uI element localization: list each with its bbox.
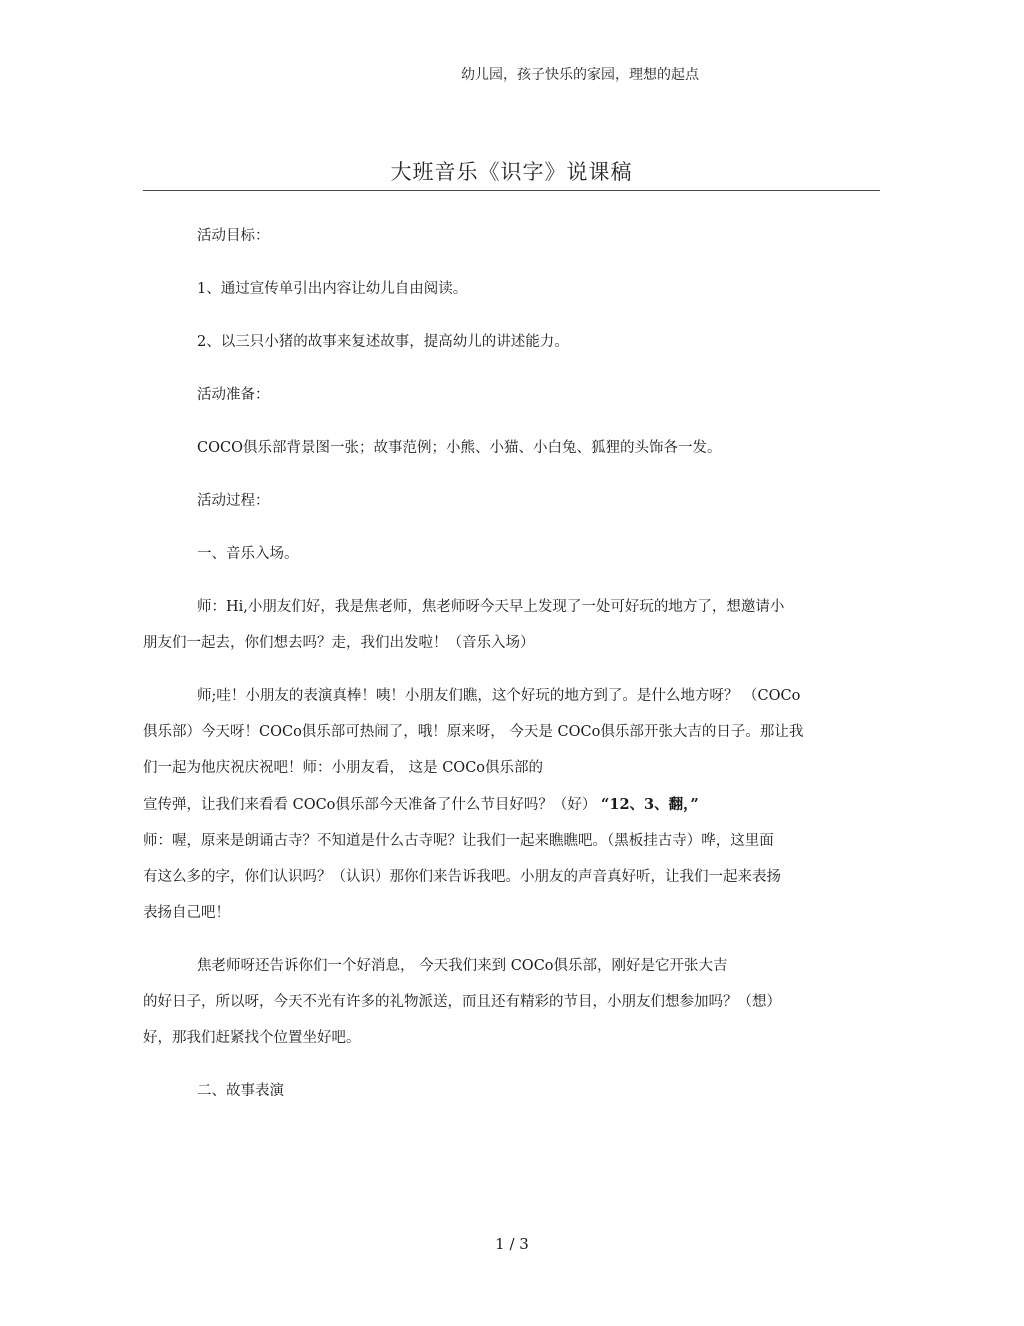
goal-item-2: 2、以三只小猪的故事来复述故事，提高幼儿的讲述能力。 [197, 334, 569, 350]
paragraph-line: 俱乐部）今天呀！COCo俱乐部可热闹了，哦！原来呀， 今天是 COCo俱乐部开张大吉的日子。那让我 [143, 724, 804, 740]
paragraph-line: 们一起为他庆祝庆祝吧！师：小朋友看， 这是 COCo俱乐部的 [143, 760, 544, 776]
title-underline [143, 190, 880, 191]
document-title: 大班音乐《识字》说课稿 [390, 160, 633, 184]
chant-text: “12、3、翻，” [601, 796, 699, 813]
step-2-heading: 二、故事表演 [197, 1083, 284, 1099]
title-block [143, 156, 880, 191]
process-heading: 活动过程： [197, 493, 270, 509]
page-header: 幼儿园，孩子快乐的家园，理想的起点 [461, 67, 699, 83]
paragraph-text: 宣传弹，让我们来看看 COCo俱乐部今天准备了什么节目好吗？（好） [143, 797, 602, 813]
page-number: 1 / 3 [495, 1235, 529, 1253]
step-1-heading: 一、音乐入场。 [197, 546, 299, 562]
paragraph-line: 有这么多的字，你们认识吗？（认识）那你们来告诉我吧。小朋友的声音真好听，让我们一起来表扬 [143, 869, 781, 885]
goal-item-1: 1、通过宣传单引出内容让幼儿自由阅读。 [197, 281, 468, 297]
goal-heading: 活动目标： [197, 228, 270, 244]
prep-heading: 活动准备： [197, 387, 270, 403]
prep-text: COCO俱乐部背景图一张；故事范例；小熊、小猫、小白兔、狐狸的头饰各一发。 [197, 440, 722, 456]
paragraph-line: 的好日子，所以呀，今天不光有许多的礼物派送，而且还有精彩的节目，小朋友们想参加吗？（想） [143, 994, 781, 1010]
paragraph-line: 好，那我们赶紧找个位置坐好吧。 [143, 1030, 361, 1046]
paragraph-line: 焦老师呀还告诉你们一个好消息， 今天我们来到 COCo俱乐部，刚好是它开张大吉 [197, 958, 728, 974]
paragraph-line: 表扬自己吧！ [143, 905, 230, 921]
paragraph-line: 朋友们一起去，你们想去吗？走，我们出发啦！（音乐入场） [143, 635, 535, 651]
paragraph-line: 师：Hi,小朋友们好，我是焦老师，焦老师呀今天早上发现了一处可好玩的地方了，想邀请小 [197, 599, 785, 615]
paragraph-line [143, 795, 883, 815]
paragraph-line: 师;哇！小朋友的表演真棒！咦！小朋友们瞧，这个好玩的地方到了。是什么地方呀？ （COCo [197, 688, 801, 704]
paragraph-line: 师：喔，原来是朗诵古寺？不知道是什么古寺呢？让我们一起来瞧瞧吧。（黑板挂古寺）哗，这里面 [143, 833, 774, 849]
